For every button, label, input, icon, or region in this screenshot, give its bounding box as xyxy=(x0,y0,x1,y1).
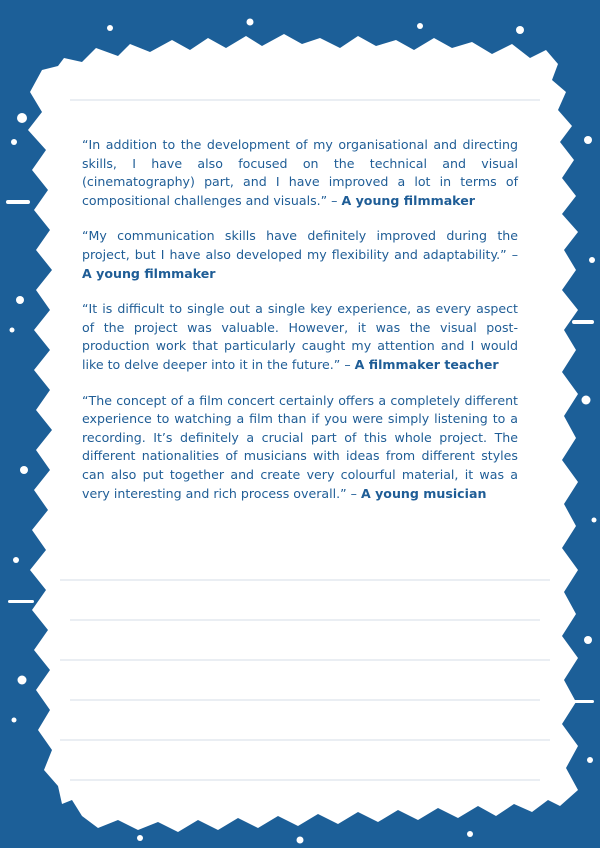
quote-author: A filmmaker teacher xyxy=(354,356,499,372)
quote-author: A young musician xyxy=(360,485,487,501)
quote-text: “It is difficult to single out a single key experience, as every aspect of the project was valuable. However, it was the visual post-production work that particularly caught my attention and I would like to delve deeper into it in the future.” – xyxy=(82,301,518,372)
testimonial-quote xyxy=(82,136,518,210)
testimonial-quote xyxy=(82,227,518,283)
quote-text: “My communication skills have definitely improved during the project, but I have also developed my flexibility and adaptability.” – xyxy=(82,228,518,262)
quote-author: A young filmmaker xyxy=(341,192,475,208)
testimonials-column xyxy=(82,136,518,520)
quote-text: “The concept of a film concert certainly offers a completely different experience to watching a film than if you were simply listening to a recording. It’s definitely a crucial part of this whole project. The different nationalities of musicians with ideas from different styles can also put together and create very colourful material, it was a very interesting and rich process overall.” – xyxy=(82,392,518,501)
testimonial-quote xyxy=(82,392,518,504)
quote-text: “In addition to the development of my organisational and directing skills, I have also focused on the technical and visual (cinematography) part, and I have improved a lot in terms of compositional challenges and visuals.” – xyxy=(82,137,518,208)
testimonial-quote xyxy=(82,300,518,374)
quote-author: A young filmmaker xyxy=(82,265,216,281)
